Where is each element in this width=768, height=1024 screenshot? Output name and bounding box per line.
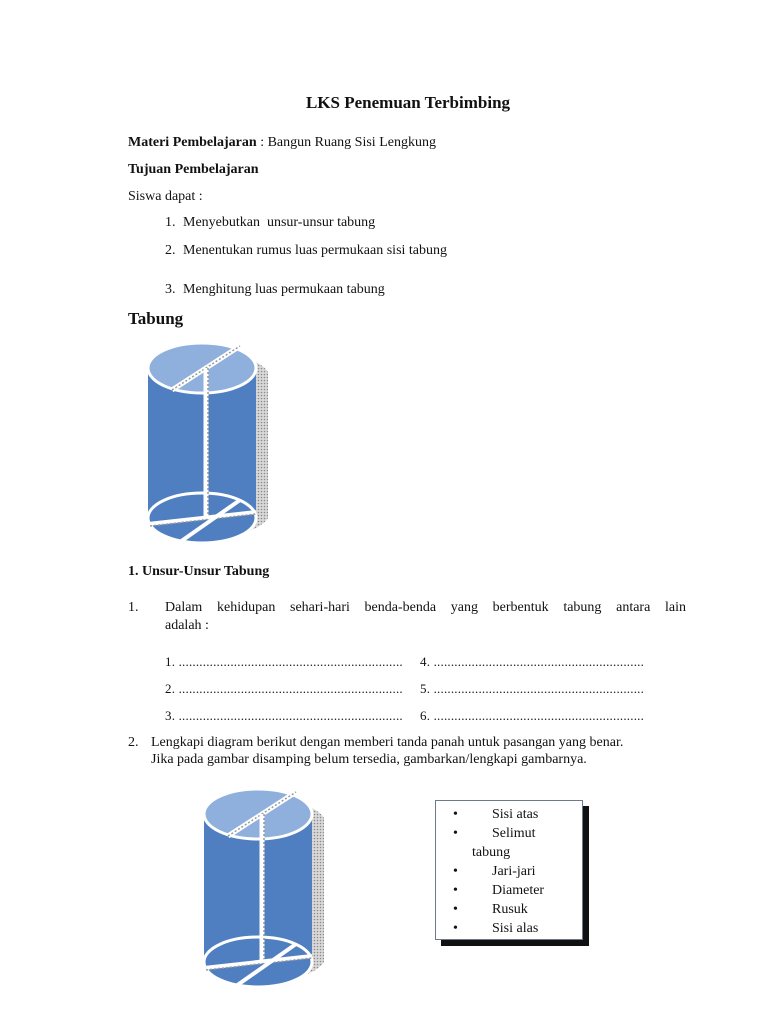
bullet-icon: • bbox=[453, 883, 458, 898]
list-item-label: Jari-jari bbox=[492, 864, 536, 879]
blank-line[interactable]: 3. ................................................................. bbox=[165, 708, 403, 723]
materi-line bbox=[128, 135, 436, 151]
bullet-icon: • bbox=[453, 921, 458, 936]
q1-text-line1: Dalam kehidupan sehari-hari benda-benda yang berbentuk tabung antara lain bbox=[165, 600, 686, 615]
objective-text: Menyebutkan unsur-unsur tabung bbox=[183, 215, 376, 230]
page-title: LKS Penemuan Terbimbing bbox=[305, 93, 511, 112]
blank-line[interactable]: 4. ............................................................. bbox=[420, 654, 645, 669]
blank-line[interactable]: 2. ................................................................. bbox=[165, 681, 403, 696]
list-item-label: Sisi atas bbox=[492, 807, 539, 822]
bullet-icon: • bbox=[453, 826, 458, 841]
list-item-label: Rusuk bbox=[492, 902, 528, 917]
cylinder-diagram bbox=[196, 786, 331, 998]
terms-list-box bbox=[435, 800, 583, 940]
objective-num: 1. bbox=[165, 215, 176, 230]
list-item bbox=[436, 862, 582, 881]
objective-text: Menentukan rumus luas permukaan sisi tabung bbox=[183, 243, 448, 258]
blank-line[interactable]: 6. ............................................................. bbox=[420, 708, 645, 723]
q2-text-line1: Lengkapi diagram berikut dengan memberi tanda panah untuk pasangan yang benar. bbox=[151, 735, 624, 750]
objective-num: 2. bbox=[165, 243, 176, 258]
list-item-label: Selimut bbox=[492, 826, 536, 841]
blank-line[interactable]: 1. ................................................................. bbox=[165, 654, 403, 669]
blank-line[interactable]: 5. ............................................................. bbox=[420, 681, 645, 696]
list-item-label-wrap: tabung bbox=[472, 845, 511, 860]
list-item-label: Sisi alas bbox=[492, 921, 539, 936]
objective-item bbox=[165, 215, 375, 231]
section-title: 1. Unsur-Unsur Tabung bbox=[128, 564, 270, 579]
list-item bbox=[436, 824, 582, 862]
bullet-icon: • bbox=[453, 902, 458, 917]
materi-sep: : bbox=[256, 135, 268, 150]
bullet-icon: • bbox=[453, 807, 458, 822]
list-item bbox=[436, 881, 582, 900]
list-item bbox=[436, 805, 582, 824]
list-item bbox=[436, 919, 582, 938]
cylinder-illustration bbox=[140, 340, 275, 552]
bullet-icon: • bbox=[453, 864, 458, 879]
list-item bbox=[436, 900, 582, 919]
materi-label: Materi Pembelajaran bbox=[128, 135, 257, 150]
q2-number: 2. bbox=[128, 735, 139, 750]
tabung-heading: Tabung bbox=[128, 309, 184, 328]
objective-item bbox=[165, 243, 447, 259]
objective-item bbox=[165, 282, 385, 298]
q1-number: 1. bbox=[128, 600, 139, 615]
siswa-dapat: Siswa dapat : bbox=[128, 189, 203, 204]
q1-text-line2: adalah : bbox=[165, 618, 209, 633]
q2-text-line2: Jika pada gambar disamping belum tersedia, gambarkan/lengkapi gambarnya. bbox=[151, 752, 587, 767]
tujuan-label: Tujuan Pembelajaran bbox=[128, 162, 259, 177]
materi-value: Bangun Ruang Sisi Lengkung bbox=[267, 135, 436, 150]
objective-text: Menghitung luas permukaan tabung bbox=[183, 282, 385, 297]
list-item-label: Diameter bbox=[492, 883, 545, 898]
objective-num: 3. bbox=[165, 282, 176, 297]
